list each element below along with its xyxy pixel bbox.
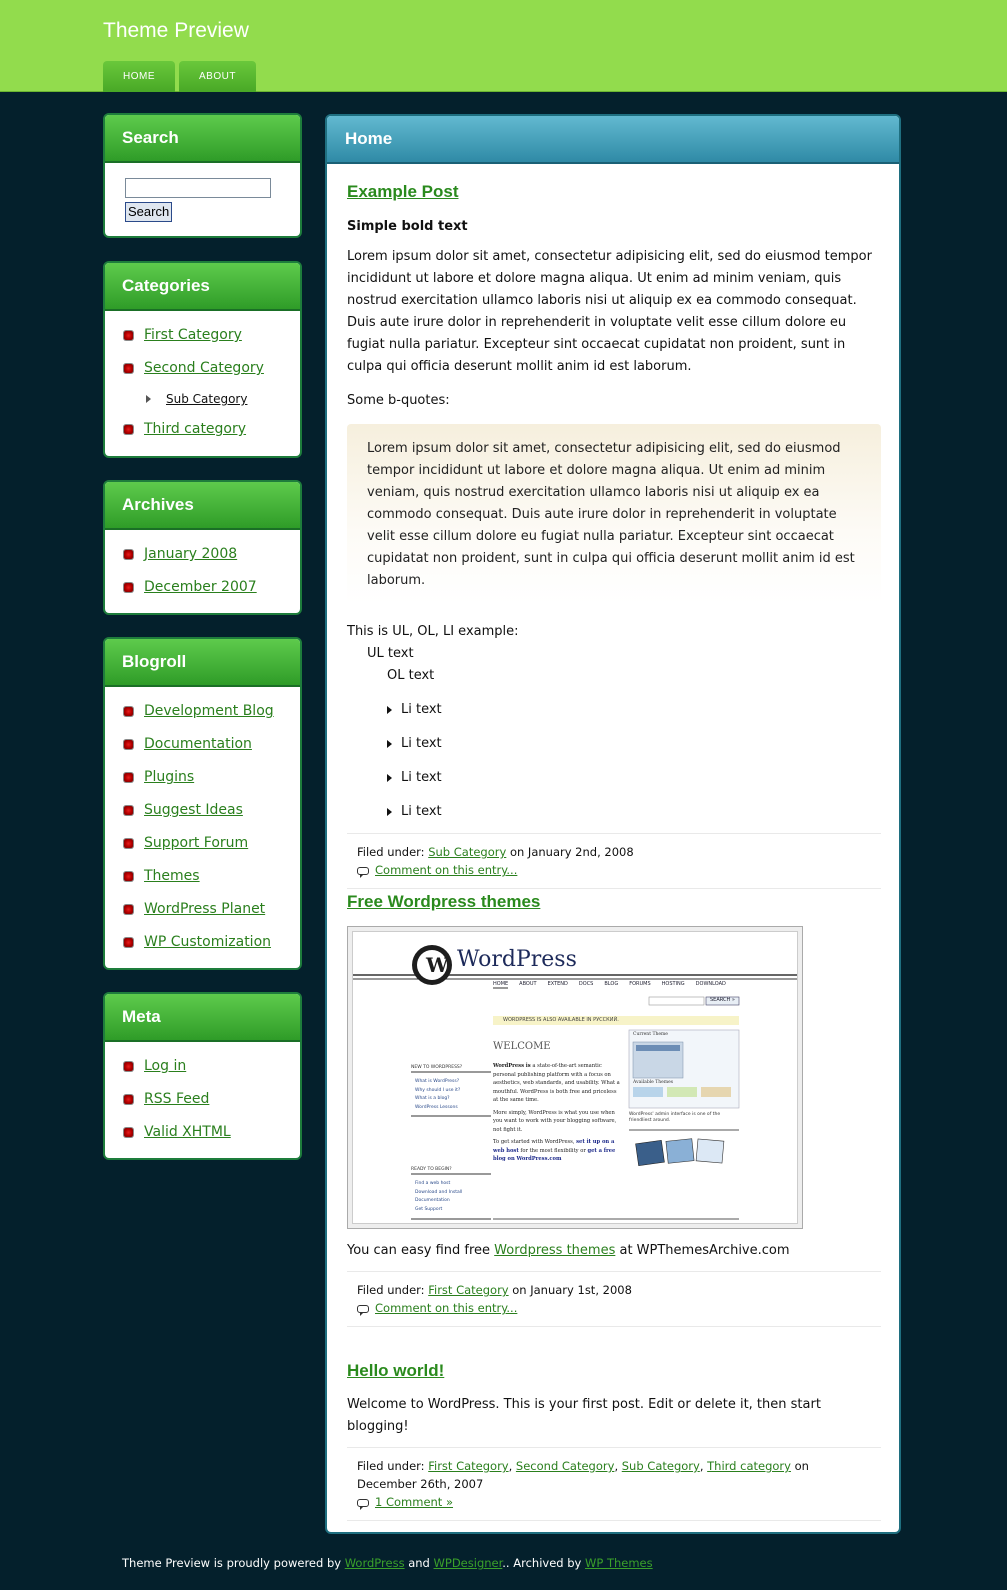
post-title [347, 182, 881, 202]
blogroll-link[interactable]: WP Customization [144, 934, 272, 950]
screenshot-notice: WORDPRESS IS ALSO AVAILABLE IN РУССКИЙ. [503, 1017, 619, 1023]
screenshot-available-themes: Available Themes [633, 1080, 674, 1085]
nav-tab-home[interactable]: HOME [103, 61, 175, 92]
filed-under-label: Filed under: [357, 1459, 429, 1473]
bullet-icon [124, 938, 133, 947]
category-link-second[interactable]: Second Category [144, 360, 264, 376]
bullet-icon [124, 740, 133, 749]
category-link[interactable]: Sub Category [428, 845, 507, 859]
archives-widget-title: Archives [105, 482, 300, 530]
screenshot-ready-heading: READY TO BEGIN? [411, 1167, 452, 1172]
content-title: Home [327, 116, 899, 164]
screenshot-current-theme: Current Theme [633, 1032, 668, 1037]
comment-icon [357, 1305, 369, 1313]
screenshot-welcome-p3-b: set it up on a web host [493, 1139, 615, 1154]
blogroll-list [105, 687, 300, 970]
archive-link[interactable]: December 2007 [144, 579, 257, 595]
valid-xhtml-link[interactable]: Valid XHTML [144, 1124, 231, 1140]
post-body-suffix: at WPThemesArchive.com [615, 1243, 790, 1258]
post-meta: Filed under: First Category, Second Category, Sub Category, Third category on December 26th, 2007 1 Comment » [347, 1447, 881, 1521]
post-body: Lorem ipsum dolor sit amet, consectetur adipisicing elit, sed do eiusmod tempor incididunt ut labore et dolore magna aliqua. Ut enim ad minim veniam, quis nostrud exercitation ullamco laboris nisi ut aliquip ex ea commodo consequat. Duis aute irure dolor in reprehenderit in voluptate velit esse cillum dolore eu fugiat nulla pariatur. Excepteur sint occaecat cupidatat non proident, sunt in culpa qui officia deserunt mollit anim id est laborum. [347, 249, 872, 374]
footer-wpdesigner-link[interactable]: WPDesigner [433, 1556, 503, 1570]
bold-text: Simple bold text [347, 219, 468, 234]
screenshot-nav-item: BLOG [604, 981, 619, 987]
login-link[interactable]: Log in [144, 1058, 187, 1074]
screenshot-nav-item: ABOUT [519, 981, 537, 987]
bullet-icon [124, 425, 133, 434]
blogroll-widget-title: Blogroll [105, 639, 300, 687]
li-text: Li text [401, 736, 442, 751]
screenshot-nav-item: EXTEND [547, 981, 568, 987]
search-widget [103, 113, 302, 238]
bullet-icon [124, 1095, 133, 1104]
screenshot-welcome-p2: More simply, WordPress is what you use when you want to work with your blogging software, not fight it. [493, 1109, 617, 1133]
search-input[interactable] [125, 178, 271, 198]
blockquote-text: Lorem ipsum dolor sit amet, consectetur adipisicing elit, sed do eiusmod tempor incididunt ut labore et dolore magna aliqua. Ut enim ad minim veniam, quis nostrud exercitation ullamco laboris nisi ut aliquip ex ea commodo consequat. Duis aute irure dolor in reprehenderit in voluptate velit esse cillum dolore eu fugiat nulla pariatur. Excepteur sint occaecat cupidatat non proident, sunt in culpa qui officia deserunt mollit anim id est laborum. [367, 441, 855, 588]
post-date: on January 2nd, 2008 [506, 845, 634, 859]
comment-icon [357, 1499, 369, 1507]
footer-wordpress-link[interactable]: WordPress [344, 1556, 405, 1570]
triangle-right-icon [387, 740, 392, 748]
rss-feed-link[interactable]: RSS Feed [144, 1091, 210, 1107]
archive-link[interactable]: January 2008 [144, 546, 238, 562]
svg-text:W: W [426, 953, 449, 977]
li-text: Li text [401, 770, 442, 785]
post-example [347, 182, 881, 889]
footer-text: and [404, 1556, 434, 1570]
screenshot-welcome-p3-c: for the most flexibility or [518, 1147, 588, 1154]
list-item [347, 699, 881, 733]
list-item [105, 356, 300, 389]
blogroll-link[interactable]: WordPress Planet [144, 901, 266, 917]
category-link[interactable]: Sub Category [621, 1459, 700, 1473]
bullet-icon [124, 1128, 133, 1137]
screenshot-welcome-p3-a: To get started with WordPress, [493, 1139, 577, 1145]
main-content [325, 114, 901, 1534]
blogroll-link[interactable]: Suggest Ideas [144, 802, 243, 818]
footer-text: .. Archived by [502, 1556, 585, 1570]
screenshot-welcome: WELCOME [493, 1041, 551, 1052]
wordpress-logo-text: WordPress [457, 947, 577, 972]
post-title [347, 1361, 881, 1381]
main-nav [103, 61, 256, 92]
screenshot-link: Why should I use it? [415, 1087, 461, 1093]
comment-icon [357, 867, 369, 875]
screenshot-new-links [415, 1078, 460, 1112]
category-link-sub[interactable]: Sub Category [166, 392, 248, 406]
bquote-intro: Some b-quotes: [347, 393, 450, 408]
bullet-icon [124, 550, 133, 559]
bullet-icon [124, 905, 133, 914]
search-form [105, 163, 300, 238]
filed-under-label: Filed under: [357, 845, 429, 859]
blogroll-link[interactable]: Plugins [144, 769, 195, 785]
list-item [105, 732, 300, 765]
list-item [105, 864, 300, 897]
category-link[interactable]: First Category [428, 1283, 509, 1297]
nav-tab-about[interactable]: ABOUT [179, 61, 256, 92]
wordpress-themes-link[interactable]: Wordpress themes [494, 1243, 616, 1258]
bullet-icon [124, 707, 133, 716]
li-text: Li text [401, 804, 442, 819]
search-widget-title: Search [105, 115, 300, 163]
screenshot-link: Find a web host [415, 1181, 451, 1186]
list-item [347, 801, 881, 824]
blockquote [347, 424, 881, 604]
category-link-third[interactable]: Third category [144, 421, 247, 437]
site-header [0, 0, 1007, 92]
post-free-themes [347, 892, 881, 1327]
post-date: on December 26th, 2007 [357, 1459, 809, 1491]
bullet-icon [124, 806, 133, 815]
ul-text: UL text [367, 646, 414, 661]
bullet-icon [124, 872, 133, 881]
list-item [105, 765, 300, 798]
comment-link[interactable]: Comment on this entry... [375, 863, 518, 877]
list-item [105, 1120, 300, 1153]
triangle-right-icon [387, 808, 392, 816]
list-item [105, 417, 300, 450]
screenshot-welcome-text [493, 1062, 623, 1164]
list-item [347, 767, 881, 801]
meta-list [105, 1042, 300, 1160]
archives-list [105, 530, 300, 615]
post-hello-world [347, 1361, 881, 1521]
list-item [105, 798, 300, 831]
bullet-icon [124, 331, 133, 340]
list-item [105, 1087, 300, 1120]
category-link[interactable]: Second Category [515, 1459, 615, 1473]
list-item [105, 930, 300, 963]
screenshot-nav [493, 981, 726, 987]
blogroll-widget [103, 637, 302, 970]
screenshot-link: What is WordPress? [415, 1079, 460, 1084]
search-button[interactable]: Search [125, 202, 172, 222]
category-link-first[interactable]: First Category [144, 327, 242, 343]
screenshot-ready-links [415, 1180, 462, 1214]
list-item [105, 1054, 300, 1087]
ol-text: OL text [387, 668, 435, 683]
screenshot-nav-item: HOSTING [661, 981, 685, 987]
screenshot-link: Get Support [415, 1206, 443, 1212]
blogroll-link[interactable]: Themes [144, 868, 200, 884]
bullet-icon [124, 1062, 133, 1071]
list-item [105, 323, 300, 356]
screenshot-welcome-p1-text: a state-of-the-art semantic personal publishing platform with a focus on aesthetics, web standards, and usability. What a mouthful. WordPress is both free and priceless at the same time. [493, 1063, 620, 1103]
list-item [105, 389, 300, 417]
bullet-icon [124, 773, 133, 782]
li-text: Li text [401, 702, 442, 717]
triangle-right-icon [387, 774, 392, 782]
triangle-right-icon [146, 395, 151, 403]
screenshot-link: What is a blog? [415, 1096, 450, 1101]
post-body: Welcome to WordPress. This is your first post. Edit or delete it, then start blogging! [347, 1397, 821, 1434]
post-date: on January 1st, 2008 [508, 1283, 632, 1297]
post-meta [347, 1271, 881, 1327]
filed-under-label: Filed under: [357, 1283, 429, 1297]
wordpress-screenshot[interactable] [347, 926, 803, 1229]
screenshot-nav-item: HOME [493, 981, 509, 987]
post-body-prefix: You can easy find free [347, 1243, 495, 1258]
screenshot-nav-item: DOWNLOAD [695, 981, 726, 987]
post-body [347, 1240, 881, 1262]
meta-widget-title: Meta [105, 994, 300, 1042]
comment-link[interactable]: Comment on this entry... [375, 1301, 518, 1315]
screenshot-nav-item: DOCS [578, 981, 594, 987]
list-item [105, 542, 300, 575]
meta-widget [103, 992, 302, 1160]
screenshot-link: Download and Install [415, 1189, 463, 1195]
list-item [105, 897, 300, 930]
list-item [105, 699, 300, 732]
screenshot-new-heading: NEW TO WORDPRESS? [411, 1065, 463, 1070]
categories-list [105, 311, 300, 458]
blogroll-link[interactable]: Documentation [144, 736, 252, 752]
screenshot-welcome-p1 [493, 1062, 623, 1105]
triangle-right-icon [387, 706, 392, 714]
site-title[interactable]: Theme Preview [103, 19, 249, 42]
archives-widget [103, 480, 302, 615]
post-meta [347, 833, 881, 889]
list-item [347, 733, 881, 767]
list-intro: This is UL, OL, LI example: [347, 624, 519, 639]
blogroll-link[interactable]: Support Forum [144, 835, 249, 851]
screenshot-search-button: SEARCH » [710, 997, 735, 1003]
screenshot-welcome-p3-d: get a free blog on WordPress.com [493, 1147, 616, 1162]
post-title-link[interactable]: Example Post [347, 182, 459, 201]
footer-text: Theme Preview is proudly powered by [122, 1556, 345, 1570]
categories-widget [103, 261, 302, 458]
screenshot-welcome-p3 [493, 1138, 623, 1164]
post-title [347, 892, 881, 912]
comment-link[interactable]: 1 Comment » [375, 1495, 454, 1509]
post-title-link[interactable]: Hello world! [347, 1361, 445, 1380]
blogroll-link[interactable]: Development Blog [144, 703, 274, 719]
bullet-icon [124, 839, 133, 848]
bullet-icon [124, 364, 133, 373]
screenshot-frame [352, 931, 798, 1224]
footer-wpthemes-link[interactable]: WP Themes [585, 1556, 653, 1570]
list-item [105, 831, 300, 864]
category-link[interactable]: First Category [428, 1459, 509, 1473]
categories-widget-title: Categories [105, 263, 300, 311]
category-link[interactable]: Third category [707, 1459, 791, 1473]
screenshot-link: WordPress Lessons [415, 1104, 458, 1110]
site-footer [122, 1556, 653, 1570]
list-item [105, 575, 300, 608]
screenshot-link: Documentation [415, 1198, 450, 1203]
bullet-icon [124, 583, 133, 592]
screenshot-nav-item: FORUMS [629, 981, 651, 987]
post-title-link[interactable]: Free Wordpress themes [347, 892, 541, 911]
screenshot-admin-caption: WordPress' admin interface is one of the friendliest around. [629, 1112, 721, 1123]
screenshot-welcome-p1-bold: WordPress is [493, 1063, 531, 1069]
